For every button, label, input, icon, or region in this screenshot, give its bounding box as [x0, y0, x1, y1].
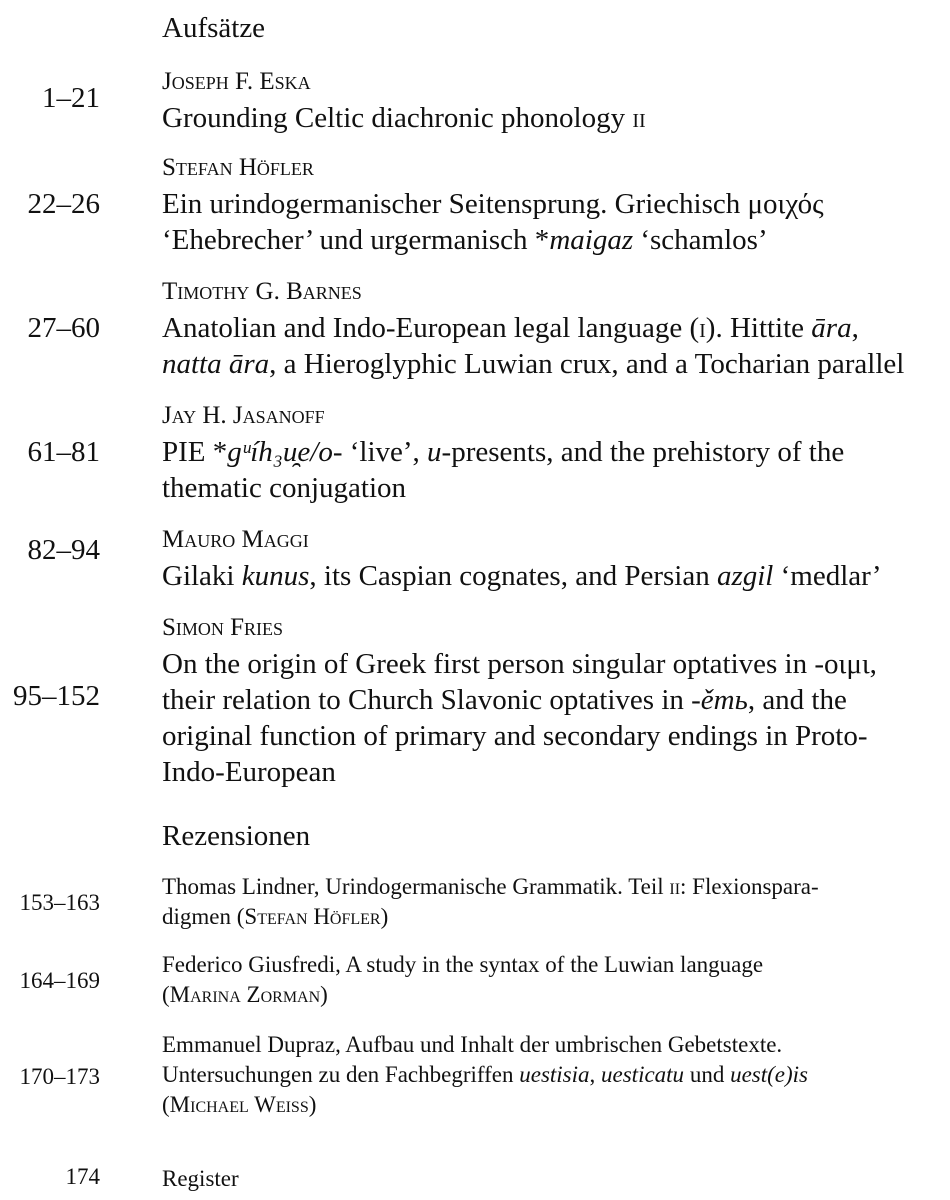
review-line: (Marina Zorman) [162, 982, 328, 1007]
title-line: natta āra, a Hieroglyphic Luwian crux, and a Tocharian parallel [162, 348, 905, 380]
reviewer: Marina Zorman [169, 982, 321, 1007]
section-heading-articles: Aufsätze [162, 12, 266, 44]
review-line: Federico Giusfredi, A study in the syntax of the Luwian language [162, 952, 764, 977]
author: Jay H. Jasanoff [162, 402, 325, 429]
title-line: their relation to Church Slavonic optatives in -ěmь, and the [162, 684, 847, 716]
entry-content [162, 1030, 950, 1120]
reviewer: Michael Weiss [169, 1092, 309, 1117]
review-line: digmen (Stefan Höfler) [162, 904, 389, 929]
author: Stefan Höfler [162, 154, 314, 181]
reviewer: Stefan Höfler [244, 904, 381, 929]
page-range: 1–21 [42, 82, 100, 114]
entry-content [162, 610, 950, 790]
title: Grounding Celtic diachronic phonology ii [162, 102, 646, 134]
author: Joseph F. Eska [162, 68, 311, 95]
review-line: Emmanuel Dupraz, Aufbau und Inhalt der umbrischen Gebetstexte. [162, 1032, 783, 1057]
page-range: 164–169 [19, 968, 100, 993]
title-line: On the origin of Greek first person singular optatives in -οιμι, [162, 648, 877, 680]
title-line: ‘Ehebrecher’ und urgermanisch *maigaz ‘schamlos’ [162, 224, 768, 256]
title-line: Anatolian and Indo-European legal language (i). Hittite āra, [162, 312, 859, 344]
page-range: 82–94 [27, 534, 100, 566]
entry-content [162, 274, 950, 382]
section-heading-reviews: Rezensionen [162, 820, 311, 852]
page-range: 61–81 [27, 436, 100, 468]
register-label: Register [162, 1166, 239, 1191]
entry-content [162, 150, 950, 258]
page-range: 95–152 [13, 680, 100, 712]
review-line: Thomas Lindner, Urindogermanische Grammatik. Teil ii: Flexionspara- [162, 874, 819, 899]
title-line: Indo-European [162, 756, 336, 788]
page-range: 22–26 [27, 188, 100, 220]
entry-content [162, 398, 950, 506]
title-line: original function of primary and secondary endings in Proto- [162, 720, 868, 752]
review-line: (Michael Weiss) [162, 1092, 317, 1117]
entry-content [162, 522, 950, 594]
page-range: 174 [65, 1164, 100, 1189]
title-line: Gilaki kunus, its Caspian cognates, and Persian azgil ‘medlar’ [162, 560, 882, 592]
entry-content [162, 872, 950, 932]
page-range: 27–60 [27, 312, 100, 344]
entry-content [162, 950, 950, 1010]
author: Mauro Maggi [162, 526, 309, 553]
review-line: Untersuchungen zu den Fachbegriffen uestisia, uesticatu und uest(e)is [162, 1062, 808, 1087]
entry-content [162, 1164, 950, 1194]
title-line: Ein urindogermanischer Seitensprung. Griechisch μοιχός [162, 188, 824, 220]
page-range: 170–173 [19, 1064, 100, 1089]
page-range: 153–163 [19, 890, 100, 915]
author: Timothy G. Barnes [162, 278, 362, 305]
title-line: PIE *gᵘíh₃u̯e/o- ‘live’, u-presents, and the prehistory of the [162, 436, 845, 468]
title-line: thematic conjugation [162, 472, 407, 504]
author: Simon Fries [162, 614, 284, 641]
entry-content [162, 64, 950, 136]
